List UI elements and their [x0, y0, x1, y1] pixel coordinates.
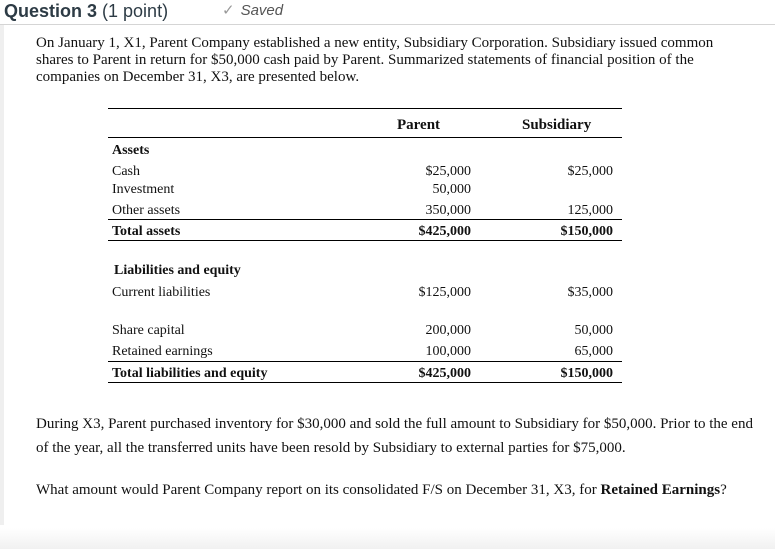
share-capital-subsidiary: 50,000 [574, 323, 613, 338]
col-header-subsidiary: Subsidiary [522, 117, 592, 133]
table-top-rule [108, 108, 622, 109]
row-label-total-assets: Total assets [112, 224, 181, 239]
col-header-parent: Parent [397, 117, 441, 133]
retained-earnings-subsidiary: 65,000 [574, 344, 613, 359]
row-label-cash: Cash [112, 164, 140, 179]
header-rule [108, 137, 622, 138]
question-prompt [36, 478, 766, 502]
question-header [0, 0, 775, 25]
liabilities-equity-heading: Liabilities and equity [114, 263, 241, 278]
assets-heading: Assets [112, 143, 150, 158]
other-assets-parent: 350,000 [425, 203, 471, 218]
row-label-other-assets: Other assets [112, 203, 181, 218]
other-assets-subsidiary: 125,000 [567, 203, 613, 218]
row-label-current-liabilities: Current liabilities [112, 285, 211, 300]
saved-label: Saved [240, 2, 284, 19]
total-liabilities-equity-subsidiary: $150,000 [560, 366, 613, 381]
current-liabilities-subsidiary: $35,000 [567, 285, 613, 300]
question-points: (1 point) [102, 1, 169, 21]
cash-subsidiary: $25,000 [567, 164, 613, 179]
question-intro: On January 1, X1, Parent Company established a new entity, Subsidiary Corporation. Subsidiary issued common shares to Parent in return for $50,000 cash paid by Parent. Summarized statements of financial position of the companies on December 31, X3, are presented below. [36, 35, 714, 85]
prompt-suffix: ? [720, 482, 727, 498]
transaction-paragraph: During X3, Parent purchased inventory for $30,000 and sold the full amount to Subsidiary for $50,000. Prior to the end of the year, all the transferred units have been resold by Subsidiary to external parties for $75,000. [36, 416, 753, 456]
investment-parent: 50,000 [432, 182, 471, 197]
total-rule-assets [108, 240, 622, 241]
total-liabilities-equity-parent: $425,000 [418, 366, 471, 381]
row-label-investment: Investment [112, 182, 175, 197]
row-label-share-capital: Share capital [112, 323, 185, 338]
cash-parent: $25,000 [425, 164, 471, 179]
total-rule-liabilities [108, 382, 622, 383]
row-label-retained-earnings: Retained earnings [112, 344, 213, 359]
retained-earnings-parent: 100,000 [425, 344, 471, 359]
total-assets-subsidiary: $150,000 [560, 224, 613, 239]
current-liabilities-parent: $125,000 [418, 285, 471, 300]
question-title [4, 0, 168, 22]
checkmark-icon: ✓ [222, 2, 235, 19]
total-assets-parent: $425,000 [418, 224, 471, 239]
bottom-fade [0, 528, 775, 549]
saved-status [222, 2, 283, 20]
left-border [0, 25, 4, 525]
row-label-total-liabilities-equity: Total liabilities and equity [112, 366, 268, 381]
prompt-bold-term: Retained Earnings [600, 482, 721, 498]
question-label: Question 3 [4, 1, 98, 21]
subtotal-rule-assets [108, 219, 622, 220]
prompt-text: What amount would Parent Company report on its consolidated F/S on December 31, X3, for [36, 482, 597, 498]
subtotal-rule-liabilities [108, 361, 622, 362]
share-capital-parent: 200,000 [425, 323, 471, 338]
